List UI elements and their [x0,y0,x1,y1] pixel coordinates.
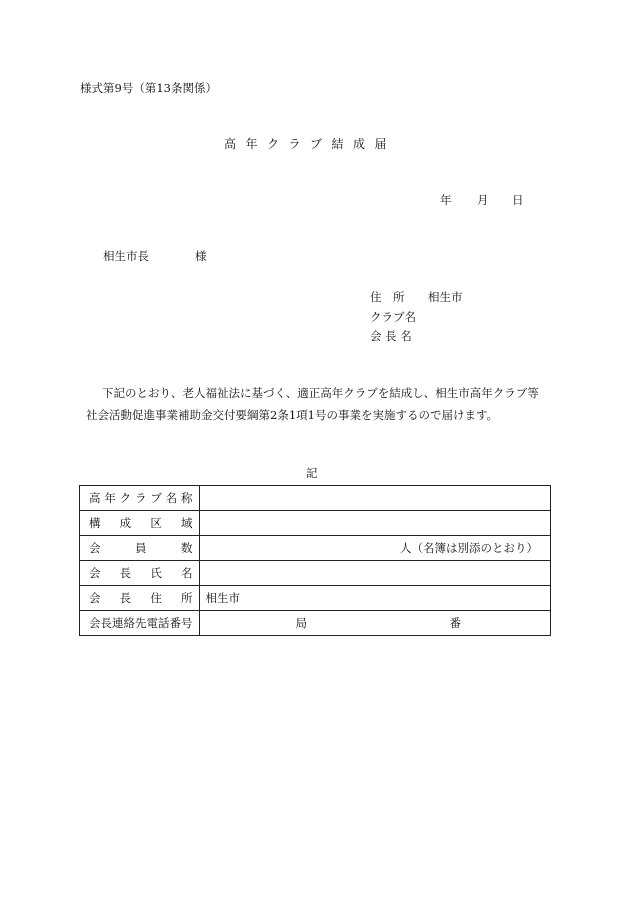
phone-kyoku-label: 局 [295,616,307,630]
label-char: 名 [165,491,178,505]
label-char: 長 [119,591,132,605]
table-row-club-name [80,486,551,511]
members-label-text [80,540,199,556]
label-char: 会 [89,591,101,605]
president-name-label-text [80,565,199,581]
label-char: 番 [169,616,181,630]
label-char: 域 [180,516,193,530]
label-char: 長 [119,566,132,580]
president-address-label-text [80,590,199,606]
label-char: ク [119,491,132,505]
members-field[interactable] [199,536,551,561]
table-row-president-name [80,561,551,586]
president-name-value [200,561,551,585]
label-char: 連 [112,616,124,630]
president-phone-value-cell [200,611,551,635]
label-char: 員 [135,541,147,555]
table-row-area [80,511,551,536]
label-char: 電 [146,616,158,630]
members-label [80,536,200,561]
club-name-value [200,486,551,510]
form-number: 様式第9号（第13条関係） [80,81,217,95]
registration-table [79,485,551,636]
table-row-president-phone [80,611,551,636]
label-char: 高 [89,491,101,505]
area-label [80,511,200,536]
area-label-text [80,515,199,531]
label-char: 成 [119,516,132,530]
label-char: 長 [100,616,112,630]
president-phone-field[interactable] [199,611,551,636]
label-char: 称 [180,491,193,505]
label-char: 年 [104,491,116,505]
label-char: 所 [180,591,193,605]
president-address-field[interactable] [199,586,551,611]
label-char: 号 [181,616,193,630]
label-char: 数 [181,541,193,555]
addressee-name: 相生市長 [103,249,149,263]
president-phone-label-text [80,615,199,631]
date-year-label: 年 [440,193,452,207]
applicant-address-value: 相生市 [428,290,463,304]
applicant-club-label: クラブ名 [370,310,416,324]
label-char: ブ [150,491,162,505]
president-name-field[interactable] [199,561,551,586]
president-name-label [80,561,200,586]
president-address-label [80,586,200,611]
label-char: 区 [150,516,162,530]
date-day-label: 日 [512,193,524,207]
label-char: 先 [135,616,147,630]
label-char: 会 [89,566,101,580]
president-address-value: 相生市 [205,591,240,605]
ki-heading: 記 [306,466,318,480]
applicant-president-label: 会 長 名 [370,329,412,343]
club-name-field[interactable] [199,486,551,511]
club-name-label [80,486,200,511]
label-char: 名 [180,566,193,580]
table-row-president-address [80,586,551,611]
label-char: 住 [150,591,162,605]
area-field[interactable] [199,511,551,536]
area-value [200,511,551,535]
label-char: 構 [89,516,101,530]
members-value-cell [200,536,551,560]
president-phone-label [80,611,200,636]
club-name-label-text [80,490,199,506]
label-char: 会 [89,616,101,630]
label-char: 話 [158,616,170,630]
label-char: 氏 [150,566,162,580]
label-char: 会 [89,541,101,555]
body-line-2: 社会活動促進事業補助金交付要綱第2条1項1号の事業を実施するので届けます。 [86,408,499,422]
addressee-honorific: 様 [195,249,207,263]
members-note: 人（名簿は別添のとおり） [400,541,538,555]
applicant-address-label: 住 所 [370,290,405,304]
label-char: ラ [134,491,147,505]
date-month-label: 月 [477,193,489,207]
body-line-1: 下記のとおり、老人福祉法に基づく、適正高年クラブを結成し、相生市高年クラブ等 [102,386,539,400]
phone-ban-label: 番 [449,616,461,630]
body-paragraph [80,382,560,426]
document-title: 高年クラブ結成届 [224,137,397,151]
label-char: 絡 [123,616,135,630]
table-row-members [80,536,551,561]
